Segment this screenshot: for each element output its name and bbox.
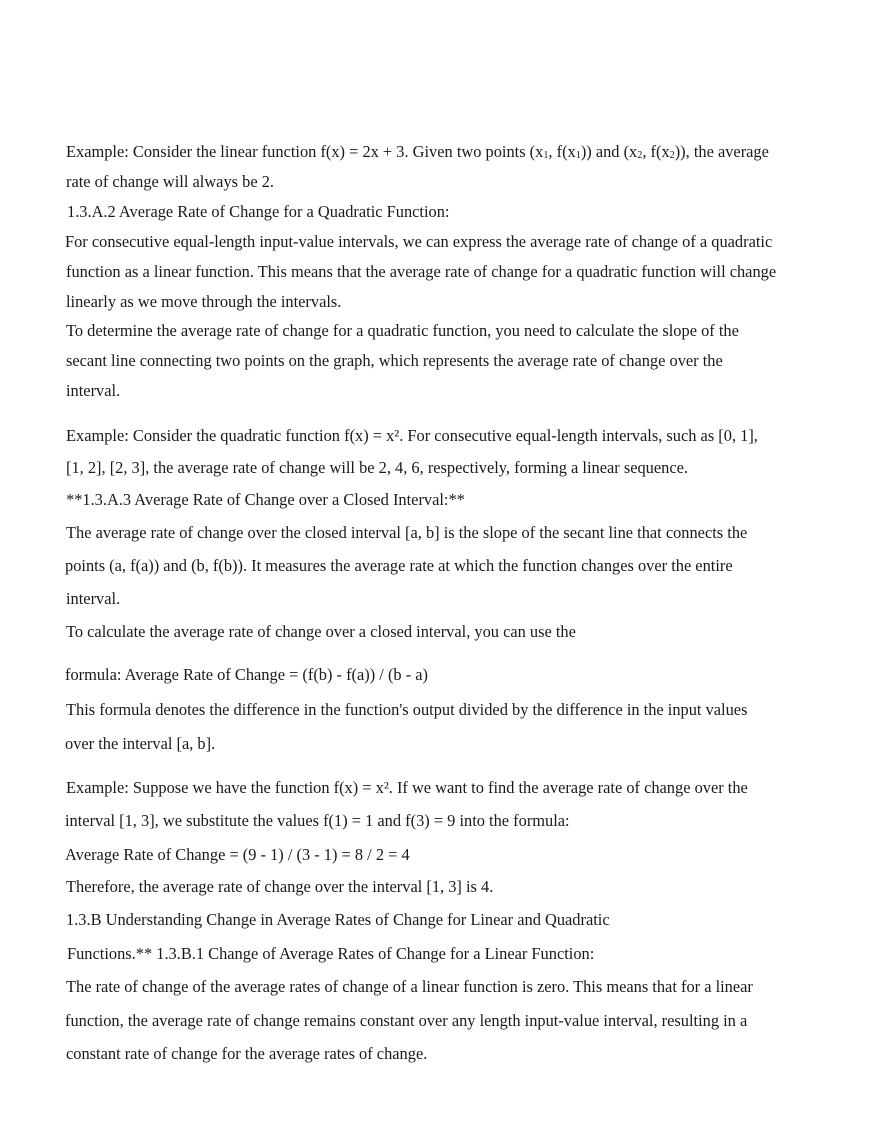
formula-meaning-line-2: over the interval [a, b]. xyxy=(65,734,216,753)
formula-meaning-line-1: This formula denotes the difference in the function's output divided by the difference in the input values xyxy=(66,700,748,719)
example-linear-line-1: Example: Consider the linear function f(x) = 2x + 3. Given two points (x1, f(x1)) and (x2, f(x2)), the average xyxy=(66,142,769,162)
heading-change-line-1: 1.3.B Understanding Change in Average Rates of Change for Linear and Quadratic xyxy=(66,910,610,929)
quadratic-method-line-1: To determine the average rate of change for a quadratic function, you need to calculate the slope of the xyxy=(66,321,739,340)
computation-line: Average Rate of Change = (9 - 1) / (3 - 1) = 8 / 2 = 4 xyxy=(65,845,410,864)
example-closed-line-2: interval [1, 3], we substitute the values f(1) = 1 and f(3) = 9 into the formula: xyxy=(65,811,570,830)
example-closed-line-1: Example: Suppose we have the function f(x) = x². If we want to find the average rate of change over the xyxy=(66,778,748,797)
heading-quadratic: 1.3.A.2 Average Rate of Change for a Quadratic Function: xyxy=(67,202,450,221)
heading-change-line-2: Functions.** 1.3.B.1 Change of Average Rates of Change for a Linear Function: xyxy=(67,944,595,963)
closed-def-line-1: The average rate of change over the closed interval [a, b] is the slope of the secant line that connects the xyxy=(66,523,748,542)
formula-line: formula: Average Rate of Change = (f(b) - f(a)) / (b - a) xyxy=(65,665,428,684)
quadratic-intro-line-2: function as a linear function. This means that the average rate of change for a quadratic function will change xyxy=(66,262,777,281)
quadratic-method-line-3: interval. xyxy=(66,381,121,400)
quadratic-intro-line-1: For consecutive equal-length input-value intervals, we can express the average rate of change of a quadratic xyxy=(65,232,773,251)
example-quadratic-line-2: [1, 2], [2, 3], the average rate of change will be 2, 4, 6, respectively, forming a linear sequence. xyxy=(66,458,688,477)
example-quadratic-line-1: Example: Consider the quadratic function f(x) = x². For consecutive equal-length intervals, such as [0, 1], xyxy=(66,426,758,445)
heading-closed-interval: **1.3.A.3 Average Rate of Change over a Closed Interval:** xyxy=(66,490,465,509)
conclusion-line: Therefore, the average rate of change over the interval [1, 3] is 4. xyxy=(66,877,494,896)
closed-def-line-3: interval. xyxy=(66,589,121,608)
linear-change-line-2: function, the average rate of change remains constant over any length input-value interval, resulting in a xyxy=(65,1011,748,1030)
closed-def-line-2: points (a, f(a)) and (b, f(b)). It measures the average rate at which the function changes over the entire xyxy=(65,556,733,575)
quadratic-method-line-2: secant line connecting two points on the graph, which represents the average rate of change over the xyxy=(66,351,723,370)
linear-change-line-1: The rate of change of the average rates of change of a linear function is zero. This means that for a linear xyxy=(66,977,753,996)
quadratic-intro-line-3: linearly as we move through the intervals. xyxy=(66,292,342,311)
closed-calc-line: To calculate the average rate of change over a closed interval, you can use the xyxy=(66,622,576,641)
example-linear-line-2: rate of change will always be 2. xyxy=(66,172,274,191)
linear-change-line-3: constant rate of change for the average rates of change. xyxy=(66,1044,428,1063)
